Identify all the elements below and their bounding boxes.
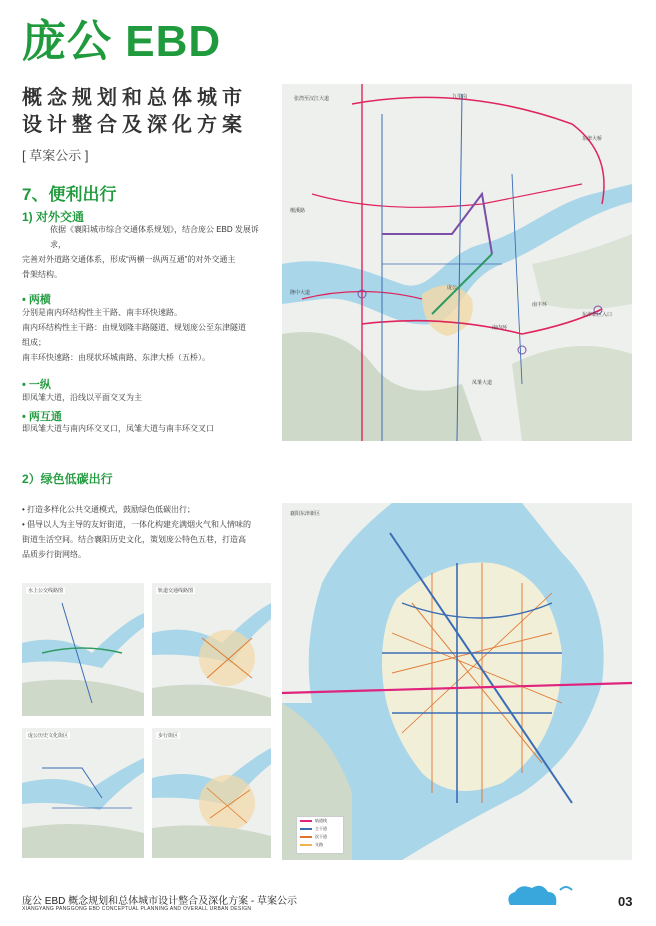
label-5: 凤雏大道 [472, 380, 493, 386]
label-8: 东津新区入口 [582, 312, 613, 318]
label-2: 九里岗 [452, 94, 468, 100]
label-7: 南丰环 [532, 302, 548, 308]
legend-item-2: 主干道 [315, 826, 327, 831]
external-paragraph: 依据《襄阳城市综合交通体系规划》，结合庞公 EBD 发展诉求， 完善对外道路交通体系，形成“两横一纵两互通”的对外交通主 骨架结构。 [22, 225, 259, 279]
label-10: 隆中大道 [290, 290, 311, 296]
page-title: 庞公 EBD [22, 17, 222, 66]
map-bottom-title: 襄阳东津新区 [290, 511, 321, 517]
subtitle-line-1: 概念规划和总体城市 [22, 87, 247, 109]
external-traffic-map [282, 84, 632, 441]
thumb-water-bus-map [22, 583, 144, 716]
zong-description: 即凤雏大道，沿线以平面交叉为主 [22, 393, 142, 402]
hutong-description: 即凤雏大道与南内环交叉口，凤雏大道与南丰环交叉口 [22, 424, 214, 433]
footer-title-zh: 庞公 EBD 概念规划和总体城市设计整合及深化方案 - 草案公示 [22, 896, 298, 907]
subtitle-line-2: 设计整合及深化方案 [22, 114, 247, 136]
section-title: 7、便利出行 [22, 185, 117, 204]
page-number: 03 [618, 894, 633, 909]
thumb-title-2: 轨道交通线路图 [158, 588, 194, 594]
thumb-pedestrian-district [152, 728, 271, 858]
thumb-rail-map [152, 583, 271, 716]
legend [296, 816, 344, 854]
legend-item-1: 轨道线 [315, 818, 327, 823]
green-paragraph: • 打造多样化公共交通模式，鼓励绿色低碳出行； • 倡导以人为主导的友好街道，一体化构建充满烟火气和人情味的 街道生活空间。结合襄阳历史文化，策划庞公特色五巷，打造高 品质步行街网络。 [22, 505, 252, 559]
green-travel-map [282, 503, 632, 860]
label-9: 檀溪路 [290, 208, 306, 214]
label-6: 南内环 [492, 325, 508, 331]
draft-tag: [ 草案公示 ] [22, 148, 89, 163]
external-traffic-title: 1) 对外交通 [22, 210, 85, 224]
bullet-heng: • 两横 [22, 294, 51, 306]
thumb-title-4: 步行街区 [158, 733, 179, 739]
thumb-title-3: 庞公历史文化街区 [28, 733, 69, 739]
bullet-hutong: • 两互通 [22, 411, 62, 423]
label-1: 张湾至汉江大道 [294, 96, 330, 102]
cloud-logo-icon [500, 880, 580, 910]
thumb-historic-district [22, 728, 144, 858]
label-4: 庞公 [447, 285, 458, 291]
heng-description: 分别是南内环结构性主干路、南丰环快速路。 南内环结构性主干路：由规划隆丰路隧道、规划庞公至东津隧道 组成； 南丰环快速路：由现状环城南路、东津大桥（五桥）。 [22, 308, 246, 362]
legend-item-4: 支路 [315, 842, 323, 847]
thumb-title-1: 水上公交线路图 [28, 588, 64, 594]
label-3: 东津大桥 [582, 136, 603, 142]
bullet-zong: • 一纵 [22, 379, 51, 391]
green-travel-title: 2）绿色低碳出行 [22, 472, 113, 486]
legend-item-3: 次干道 [315, 834, 327, 839]
footer-title-en: XIANGYANG PANGGONG EBD CONCEPTUAL PLANNING AND OVERALL URBAN DESIGN [22, 906, 252, 912]
